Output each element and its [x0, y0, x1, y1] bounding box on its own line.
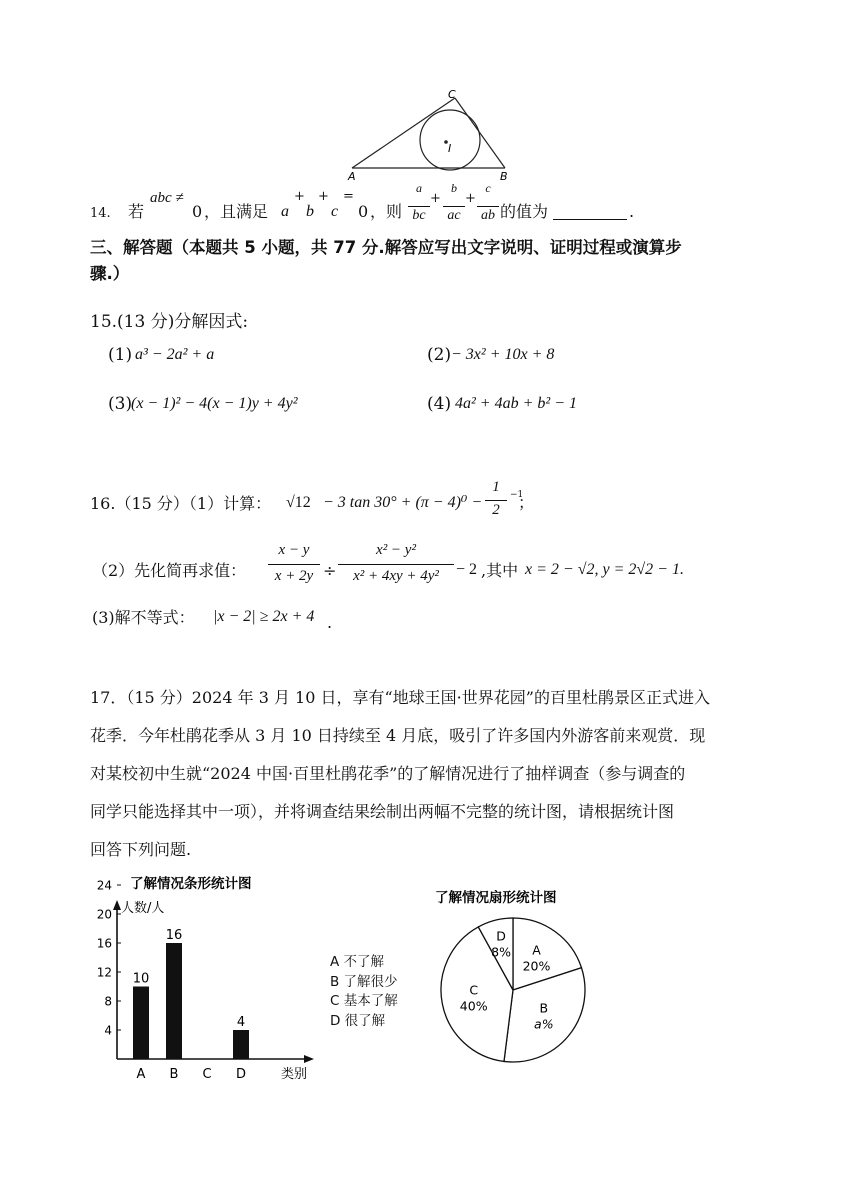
vertex-c-label: C [448, 88, 456, 101]
q14-frac1-den: bc [408, 206, 430, 225]
bar-category-label: A [136, 1067, 146, 1082]
q14-end: . [629, 202, 635, 221]
bar-chart [90, 868, 320, 1083]
q15-header: 15.(13 分)分解因式: [90, 312, 249, 332]
q16-fraction-a [268, 540, 320, 587]
q14-plus-1: + [294, 189, 305, 204]
q17-line-4: 同学只能选择其中一项），并将调查结果绘制出两幅不完整的统计图，请根据统计图 [90, 802, 675, 821]
q16-part2-label: （2）先化简再求值： [92, 561, 247, 580]
q14-fraction-1 [408, 182, 430, 225]
legend-item-d: D 很了解 [330, 1012, 386, 1029]
bar-chart-ylabel: 人数/人 [121, 901, 165, 916]
bar-chart-title: 了解情况条形统计图 [130, 876, 252, 892]
bar-chart-x-arrow [304, 1055, 314, 1063]
q14-suffix: 的值为 [500, 202, 549, 221]
pie-slice-label: A [532, 942, 541, 958]
pie-chart [425, 890, 600, 1065]
q14-var-c: c [331, 203, 339, 220]
q16-fraction-b [338, 540, 454, 587]
q17-line-1: 17．（15 分）2024 年 3 月 10 日，享有“地球王国·世界花园”的百里杜鹃景区正式进入 [90, 688, 710, 707]
pie-slice-label: C [469, 982, 479, 998]
section-3-title-line2: 骤.） [90, 264, 130, 283]
question-17 [90, 679, 790, 869]
q14-var-a: a [281, 203, 289, 220]
bar-chart-y-tick-label: 8 [104, 994, 112, 1009]
q14-then: ，则 [370, 202, 403, 221]
bar-value-label: 10 [132, 971, 150, 987]
legend-item-a: A 不了解 [330, 954, 385, 970]
category-legend [330, 953, 398, 1031]
bar-b [166, 943, 182, 1059]
q15-item1-expr: a³ − 2a² + a [135, 346, 215, 363]
q14-fraction-3 [477, 182, 499, 225]
bar-chart-y-tick-label: 24 [96, 878, 112, 893]
q16-fb-num: x² − y² [376, 542, 416, 558]
q15-item2-expr: − 3x² + 10x + 8 [451, 346, 555, 363]
q15-item3-expr: (x − 1)² − 4(x − 1)y + 4y² [131, 395, 298, 412]
bar-category-label: D [235, 1067, 247, 1082]
pie-slice-percent: a% [534, 1016, 554, 1032]
bar-a [133, 987, 149, 1060]
bar-chart-y-tick-label: 20 [96, 907, 112, 922]
q15-item2-label: (2) [427, 345, 452, 365]
q17-line-3: 对某校初中生就“2024 中国·百里杜鹃花季”的了解情况进行了抽样调查（参与调查的 [90, 764, 686, 783]
q14-frac3-den: ab [477, 206, 499, 225]
q15-item4-expr: 4a² + 4ab + b² − 1 [455, 395, 577, 412]
q14-var-b: b [306, 203, 314, 220]
q16-fa-den: x + 2y [268, 564, 320, 587]
q16-half-fraction [485, 478, 507, 519]
q14-prefix: 若 [128, 202, 145, 221]
bar-category-label: C [202, 1067, 212, 1082]
q16-minus-two: − 2 [456, 561, 478, 578]
vertex-a-label: A [348, 170, 356, 183]
q14-frac2-den: ac [443, 206, 465, 225]
q14-frac2-num: b [451, 182, 457, 192]
q16-header: 16.（15 分）（1）计算： [90, 494, 272, 513]
q16-condition: x = 2 − √2, y = 2√2 − 1. [525, 561, 684, 578]
bar-value-label: 4 [236, 1015, 246, 1030]
q15-item4-label: (4) [427, 394, 452, 414]
triangle-incircle-figure [340, 86, 520, 186]
q16-divide: ÷ [323, 561, 337, 580]
legend-item-c: C 基本了解 [330, 993, 398, 1009]
q17-line-5: 回答下列问题. [90, 840, 192, 859]
pie-slice-label: D [496, 928, 506, 944]
legend-item-b: B 了解很少 [330, 973, 398, 990]
q14-equals: = [343, 189, 354, 204]
q16-half-num: 1 [492, 479, 500, 495]
q14-frac1-num: a [416, 182, 422, 192]
section-3-heading [90, 235, 790, 287]
pie-slice-percent: 20% [522, 958, 551, 974]
bar-chart-xlabel: 类别 [281, 1067, 308, 1082]
q16-sqrt12: √12 [286, 494, 311, 511]
q14-number: 14. [90, 206, 111, 221]
q17-line-2: 花季．今年杜鹃花季从 3 月 10 日持续至 4 月底，吸引了许多国内外游客前来观赏．现 [90, 726, 706, 745]
q14-mid-text: ，且满足 [204, 202, 269, 221]
q14-plus-4: + [465, 191, 476, 206]
q16-where: ,其中 [481, 561, 519, 580]
q14-fraction-2 [443, 182, 465, 225]
incenter-label: I [448, 142, 452, 155]
q16-part3-label: (3)解不等式： [92, 608, 195, 627]
q16-fb-den: x² + 4xy + 4y² [338, 564, 454, 587]
q14-answer-blank [553, 205, 627, 220]
q14-condition: abc ≠ [150, 190, 184, 206]
pie-chart-title: 了解情况扇形统计图 [435, 890, 557, 906]
q14-zero-2: 0 [358, 202, 369, 221]
q14-zero: 0 [192, 202, 203, 221]
q16-part1-end: ； [518, 493, 535, 512]
bar-chart-y-tick-label: 12 [96, 965, 112, 980]
pie-slice-percent: 8% [491, 944, 511, 960]
bar-category-label: B [169, 1067, 179, 1082]
q16-part3-end: . [327, 613, 333, 632]
q14-plus-3: + [430, 191, 441, 206]
q15-item1-label: (1) [108, 345, 133, 365]
pie-slice-label: B [539, 1000, 549, 1016]
q15-item3-label: (3) [108, 394, 133, 414]
bar-chart-y-tick-label: 16 [96, 936, 112, 951]
bar-d [233, 1030, 249, 1059]
q14-frac3-num: c [485, 182, 491, 192]
vertex-b-label: B [500, 170, 508, 183]
q16-exponent: −1 [510, 490, 524, 500]
pie-slice-percent: 40% [459, 998, 488, 1014]
q14-plus-2: + [318, 189, 329, 204]
q16-fa-num: x − y [278, 542, 310, 558]
section-3-title-line1: 三、解答题（本题共 5 小题，共 77 分.解答应写出文字说明、证明过程或演算步 [90, 238, 682, 257]
bar-value-label: 16 [165, 928, 183, 943]
q16-part3-expr: |x − 2| ≥ 2x + 4 [213, 608, 315, 625]
bar-chart-y-arrow [113, 900, 121, 910]
bar-chart-y-tick-label: 4 [104, 1023, 112, 1038]
q16-part1-mid: − 3 tan 30° + (π − 4)⁰ − [323, 494, 483, 511]
q16-half-den: 2 [485, 500, 507, 519]
